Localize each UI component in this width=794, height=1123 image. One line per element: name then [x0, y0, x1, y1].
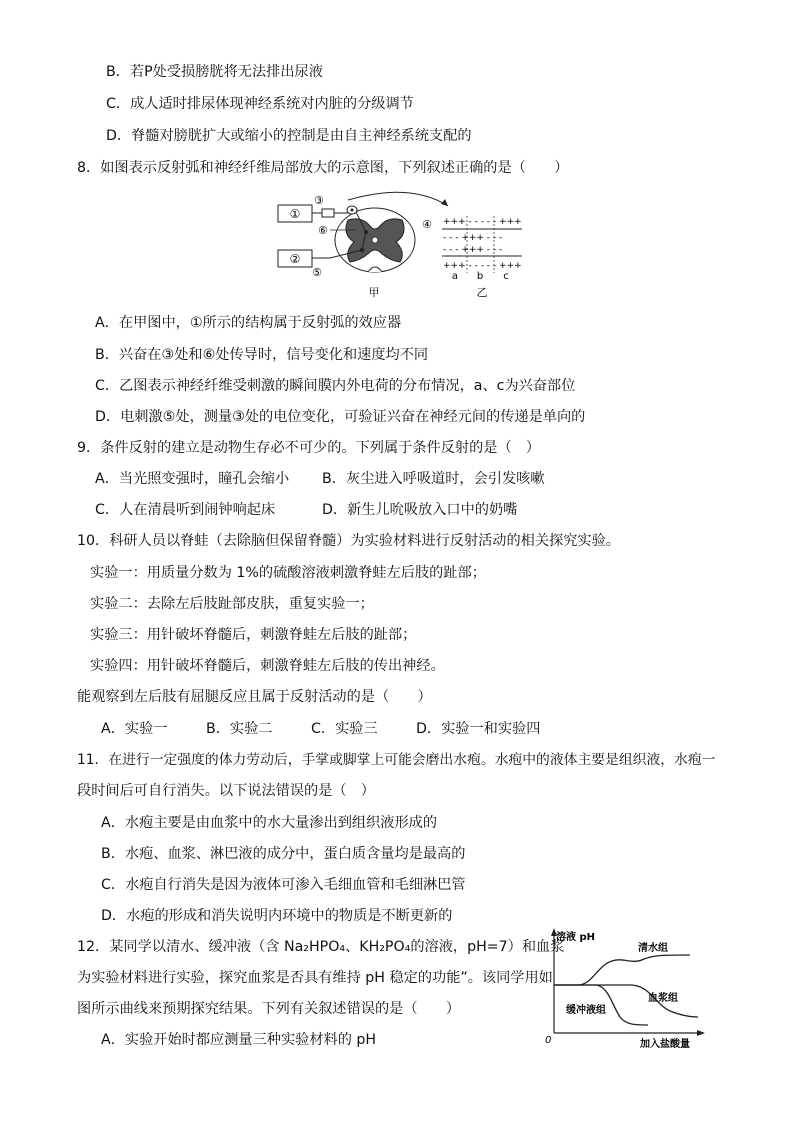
- q8-option-b: B．兴奋在③处和⑥处传导时，信号变化和速度均不同: [95, 347, 429, 363]
- q10-option-a: A．实验一: [101, 721, 168, 737]
- reflex-arc-figure: [270, 188, 530, 303]
- q9-option-b: B．灰尘进入呼吸道时，会引发咳嗽: [322, 471, 545, 487]
- q7-option-b: B．若P处受损膀胱将无法排出尿液: [106, 64, 323, 80]
- caption-yi: 乙: [476, 286, 488, 299]
- origin-label: 0: [545, 1035, 552, 1046]
- series-label-buffer: 缓冲液组: [566, 1005, 606, 1016]
- label-c: c: [503, 271, 509, 282]
- q10-exp3: 实验三：用针破坏脊髓后，刺激脊蛙左后肢的趾部；: [90, 627, 417, 643]
- charge-row-bottom: +++ - - - - - +++: [443, 261, 522, 271]
- q10-option-b: B．实验二: [206, 721, 273, 737]
- label-a: a: [451, 271, 459, 282]
- q12-stem-2: 为实验材料进行实验，探究血浆是否具有维持 pH 稳定的功能”。该同学用如: [77, 970, 553, 986]
- q10-option-d: D．实验一和实验四: [416, 721, 541, 737]
- q11-stem-1: 11．在进行一定强度的体力劳动后，手掌或脚掌上可能会磨出水疱。水疱中的液体主要是组织液，水疱一: [77, 752, 716, 768]
- q12-option-a: A．实验开始时都应测量三种实验材料的 pH: [101, 1032, 377, 1048]
- curve-water: [554, 955, 690, 985]
- q8-option-d: D．电刺激⑤处，测量③处的电位变化，可验证兴奋在神经元间的传递是单向的: [95, 409, 586, 425]
- q10-exp2: 实验二：去除左后肢趾部皮肤，重复实验一；: [90, 596, 374, 612]
- q9-option-c: C．人在清晨听到闹钟响起床: [95, 502, 276, 518]
- q11-option-a: A．水疱主要是由血浆中的水大量渗出到组织液形成的: [101, 815, 438, 831]
- q10-stem: 10．科研人员以脊蛙（去除脑但保留脊髓）为实验材料进行反射活动的相关探究实验。: [77, 533, 620, 549]
- q8-option-a: A．在甲图中，①所示的结构属于反射弧的效应器: [95, 315, 402, 331]
- q8-option-c: C．乙图表示神经纤维受刺激的瞬间膜内外电荷的分布情况，a、c为兴奋部位: [95, 378, 576, 394]
- q9-option-d: D．新生儿吮吸放入口中的奶嘴: [322, 502, 518, 518]
- q10-exp4: 实验四：用针破坏脊髓后，刺激脊蛙左后肢的传出神经。: [90, 658, 445, 674]
- q12-stem-3: 图所示曲线来预期探究结果。下列有关叙述错误的是（ ）: [77, 1001, 461, 1017]
- q7-option-d: D．脊髓对膀胱扩大或缩小的控制是由自主神经系统支配的: [106, 128, 472, 144]
- q10-option-c: C．实验三: [311, 721, 378, 737]
- q12-stem-1: 12．某同学以清水、缓冲液（含 Na₂HPO₄、KH₂PO₄的溶液，pH=7）和血浆: [77, 939, 565, 955]
- q10-ask: 能观察到左后肢有屈腿反应且属于反射活动的是（ ）: [77, 689, 432, 705]
- q9-stem: 9．条件反射的建立是动物生存必不可少的。下列属于条件反射的是（ ）: [77, 440, 541, 456]
- ph-curve-figure: [540, 925, 712, 1050]
- q11-stem-2: 段时间后可自行消失。以下说法错误的是（ ）: [77, 783, 375, 799]
- fig-label-3: ③: [314, 194, 324, 207]
- q11-option-c: C．水疱自行消失是因为液体可渗入毛细血管和毛细淋巴管: [101, 877, 466, 893]
- fig-label-4: ④: [422, 218, 432, 231]
- series-label-plasma: 血浆组: [648, 993, 678, 1004]
- series-label-water: 清水组: [638, 943, 668, 954]
- fig-label-6: ⑥: [318, 224, 328, 237]
- q11-option-d: D．水疱的形成和消失说明内环境中的物质是不断更新的: [101, 908, 453, 924]
- fig-label-1: ①: [289, 207, 301, 221]
- charge-row-2: - - - +++ - - -: [443, 233, 503, 243]
- label-b: b: [476, 271, 484, 282]
- caption-jia: 甲: [368, 286, 380, 299]
- fig-label-2: ②: [289, 252, 301, 266]
- q11-option-b: B．水疱、血浆、淋巴液的成分中，蛋白质含量均是最高的: [101, 846, 466, 862]
- charge-row-3: - - - +++ - - -: [443, 245, 503, 255]
- y-axis-label: 溶液 pH: [556, 932, 596, 943]
- charge-row-top: +++ - - - - - +++: [443, 217, 522, 227]
- fig-label-5: ⑤: [312, 266, 322, 279]
- q10-exp1: 实验一：用质量分数为 1%的硫酸溶液刺激脊蛙左后肢的趾部；: [90, 565, 486, 581]
- q8-stem: 8．如图表示反射弧和神经纤维局部放大的示意图，下列叙述正确的是（ ）: [77, 160, 569, 176]
- x-axis-label: 加入盐酸量: [640, 1039, 690, 1050]
- q9-option-a: A．当光照变强时，瞳孔会缩小: [95, 471, 290, 487]
- q7-option-c: C．成人适时排尿体现神经系统对内脏的分级调节: [106, 96, 414, 112]
